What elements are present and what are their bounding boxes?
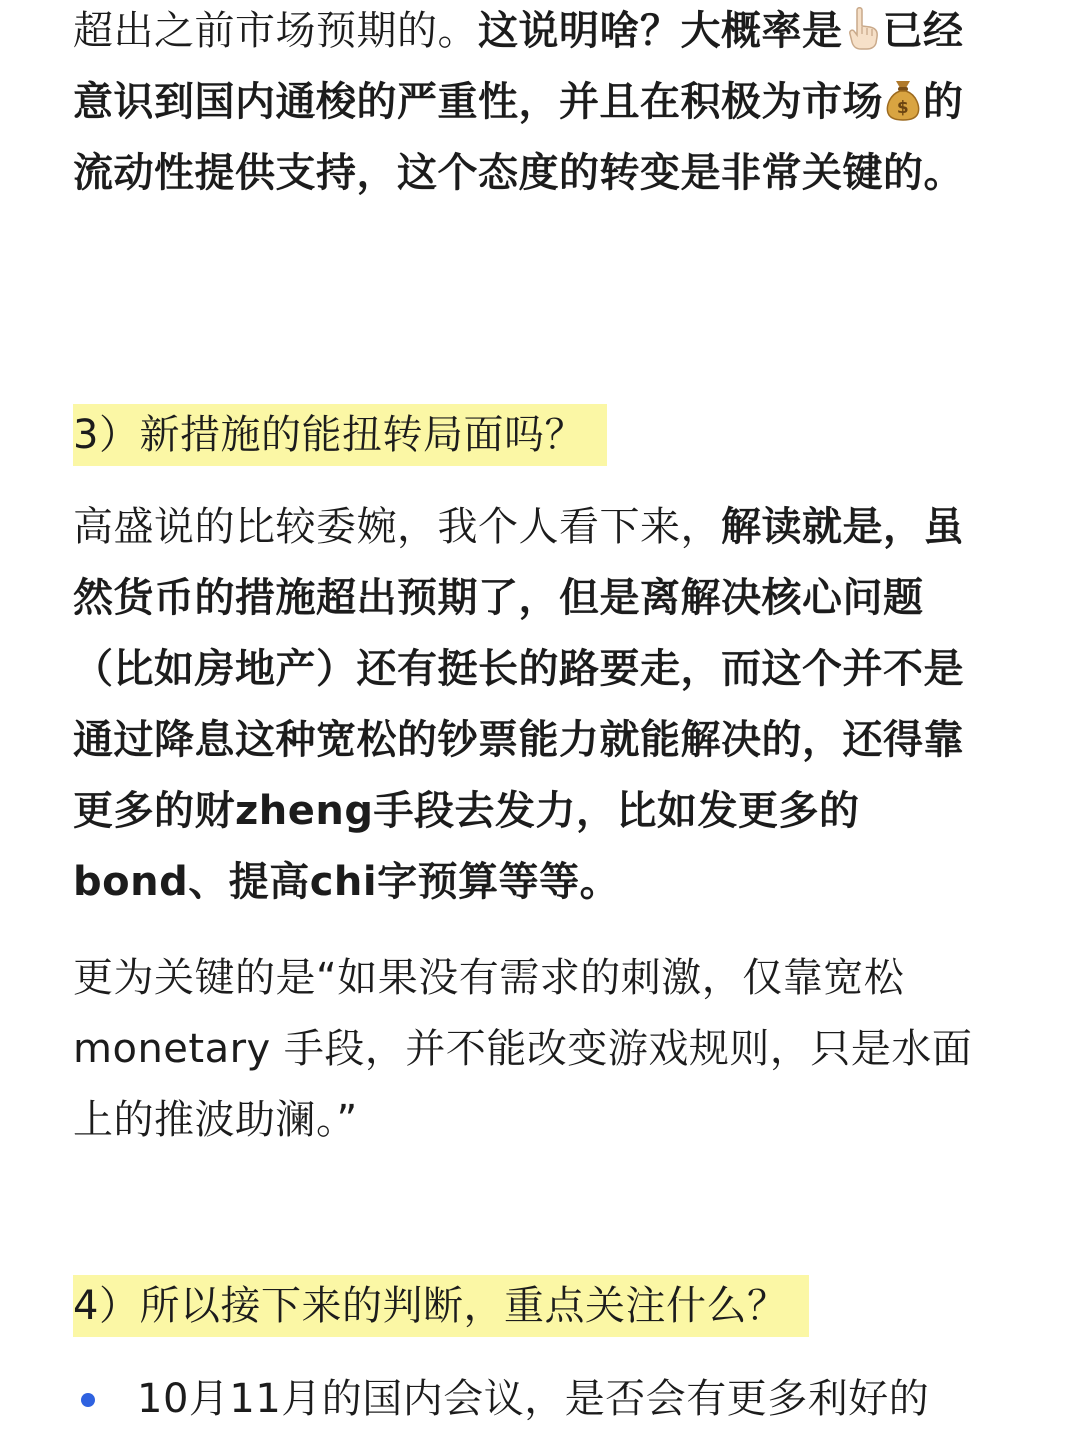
section-3-heading — [73, 404, 607, 466]
paragraph-1-bold-c: 的流动性提供支持，这个态度的转变是非常关键的。 — [73, 79, 964, 196]
paragraph-1-bold-b: 已经意识到国内通梭的严重性，并且在积极为市场 — [73, 8, 964, 125]
paragraph-2-text: 高盛说的比较委婉，我个人看下来， — [73, 504, 721, 550]
paragraph-2-bold: 解读就是，虽然货币的措施超出预期了，但是离解决核心问题（比如房地产）还有挺长的路要走，而这个并不是通过降息这种宽松的钞票能力就能解决的，还得靠更多的财zheng手段去发力，比如发更多的bond、提高chi字预算等等。 — [73, 504, 964, 905]
section-4-heading-label: 4）所以接下来的判断，重点关注什么？ — [73, 1283, 788, 1329]
money-bag-icon — [883, 73, 923, 117]
paragraph-2 — [73, 492, 1003, 918]
pointing-up-hand-icon — [843, 2, 883, 46]
paragraph-1-bold-a: 这说明啥？大概率是 — [478, 8, 843, 54]
bullet-dot-icon — [81, 1393, 95, 1407]
list-item-text: 10月11月的国内会议，是否会有更多利好的 — [137, 1376, 930, 1422]
paragraph-3-text: 更为关键的是“如果没有需求的刺激，仅靠宽松monetary 手段，并不能改变游戏规则，只是水面上的推波助澜。” — [73, 955, 973, 1143]
paragraph-1 — [73, 0, 1003, 209]
paragraph-3 — [73, 943, 1003, 1156]
section-4-heading — [73, 1275, 809, 1337]
paragraph-1-text: 超出之前市场预期的。 — [73, 8, 478, 54]
svg-text:$: $ — [896, 98, 910, 118]
section-3-heading-label: 3）新措施的能扭转局面吗？ — [73, 412, 585, 458]
